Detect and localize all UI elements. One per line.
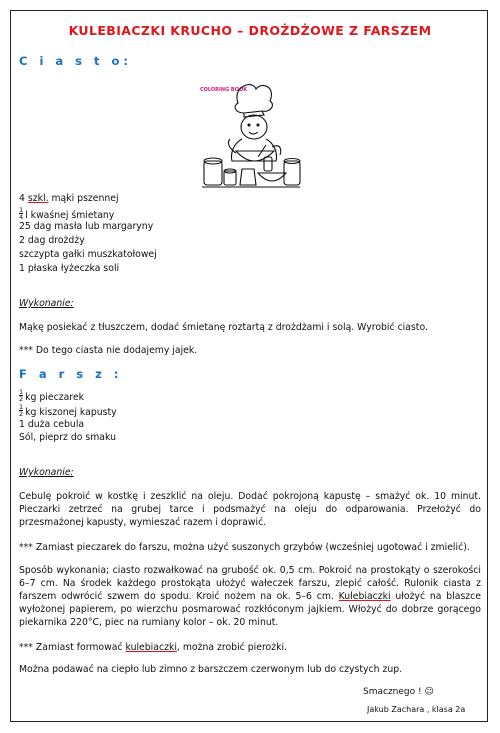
page-title: KULEBIACZKI KRUCHO – DROŻDŻOWE Z FARSZEM [68,23,432,38]
recipe-page [10,10,488,722]
dough-ingredient-butter: 25 dag masła lub margaryny [19,221,154,232]
dough-ingredient-nutmeg: szczypta gałki muszkatołowej [19,249,157,260]
alternative-note: *** Zamiast formować kulebiaczki, można zrobić pierożki. [19,642,288,653]
coloring-book-label: COLORING BOOK [200,87,248,93]
dough-ingredient-salt: 1 płaska łyżeczka soli [19,263,120,274]
filling-ingredient-sauerkraut: $\frac{1}{2}$ kg kiszonej kapusty [19,403,117,418]
filling-ingredient-onion: 1 duża cebula [19,419,85,430]
fraction: $\frac{1}{2}$ [19,403,24,418]
filling-note: *** Zamiast pieczarek do farszu, można użyć suszonych grzybów (wcześniej ugotować i zmielić). [19,542,470,553]
closing-greeting: Smacznego ! ☺ [363,687,434,697]
dough-note: *** Do tego ciasta nie dodajemy jajek. [19,345,198,356]
filling-ingredient-mushrooms: $\frac{1}{2}$ kg pieczarek [19,388,84,403]
chef-boy-illustration [196,77,306,199]
filling-ingredient-seasoning: Sól, pieprz do smaku [19,432,116,443]
filling-heading: F a r s z : [19,367,123,381]
serving-suggestion: Można podawać na ciepło lub zimno z barszczem czerwonym lub do czystych zup. [19,664,403,675]
dough-heading: C i a s t o: [19,54,133,68]
dough-ingredient-yeast: 2 dag drożdży [19,235,85,246]
fraction: $\frac{1}{2}$ [19,388,24,403]
filling-prep-heading: Wykonanie: [19,467,74,478]
dough-prep-heading: Wykonanie: [19,298,74,309]
dough-ingredient-flour: 4 szkl. mąki pszennej [19,193,119,204]
baking-method-text: Sposób wykonania; ciasto rozwałkować na grubość ok. 0,5 cm. Pokroić na prostokąty o szerokości 6–7 cm. Na środek każdego prostokąta ułożyć wałeczek farszu, zlepić całość. Rulonik ciasta z farszem odwrócić szwem do spodu. Kroić nożem na ok. 5–6 cm. Kulebiaczki ułożyć na blaszce wyłożonej papierem, po wierzchu posmarować rozkłóconym jajkiem. Włożyć do dobrze gorącego piekarnika 220°C, piec na rumiany kolor – ok. 20 minut. [19,565,481,628]
author-signature: Jakub Zachara , klasa 2a [367,705,466,714]
fraction: $\frac{1}{4}$ [19,206,24,221]
dough-prep-text: Mąkę posiekać z tłuszczem, dodać śmietanę roztartą z drożdżami i solą. Wyrobić ciasto. [19,322,428,333]
filling-prep-text: Cebulę pokroić w kostkę i zeszklić na oleju. Dodać pokrojoną kapustę – smażyć ok. 10 minut. Pieczarki zetrzeć na grubej tarce i podsmażyć na oleju do odparowania. Przełożyć do przesmażonej kapusty, wymieszać razem i doprawić. [19,491,481,528]
dough-ingredient-sour-cream: $\frac{1}{4}$ l kwaśnej śmietany [19,206,115,221]
